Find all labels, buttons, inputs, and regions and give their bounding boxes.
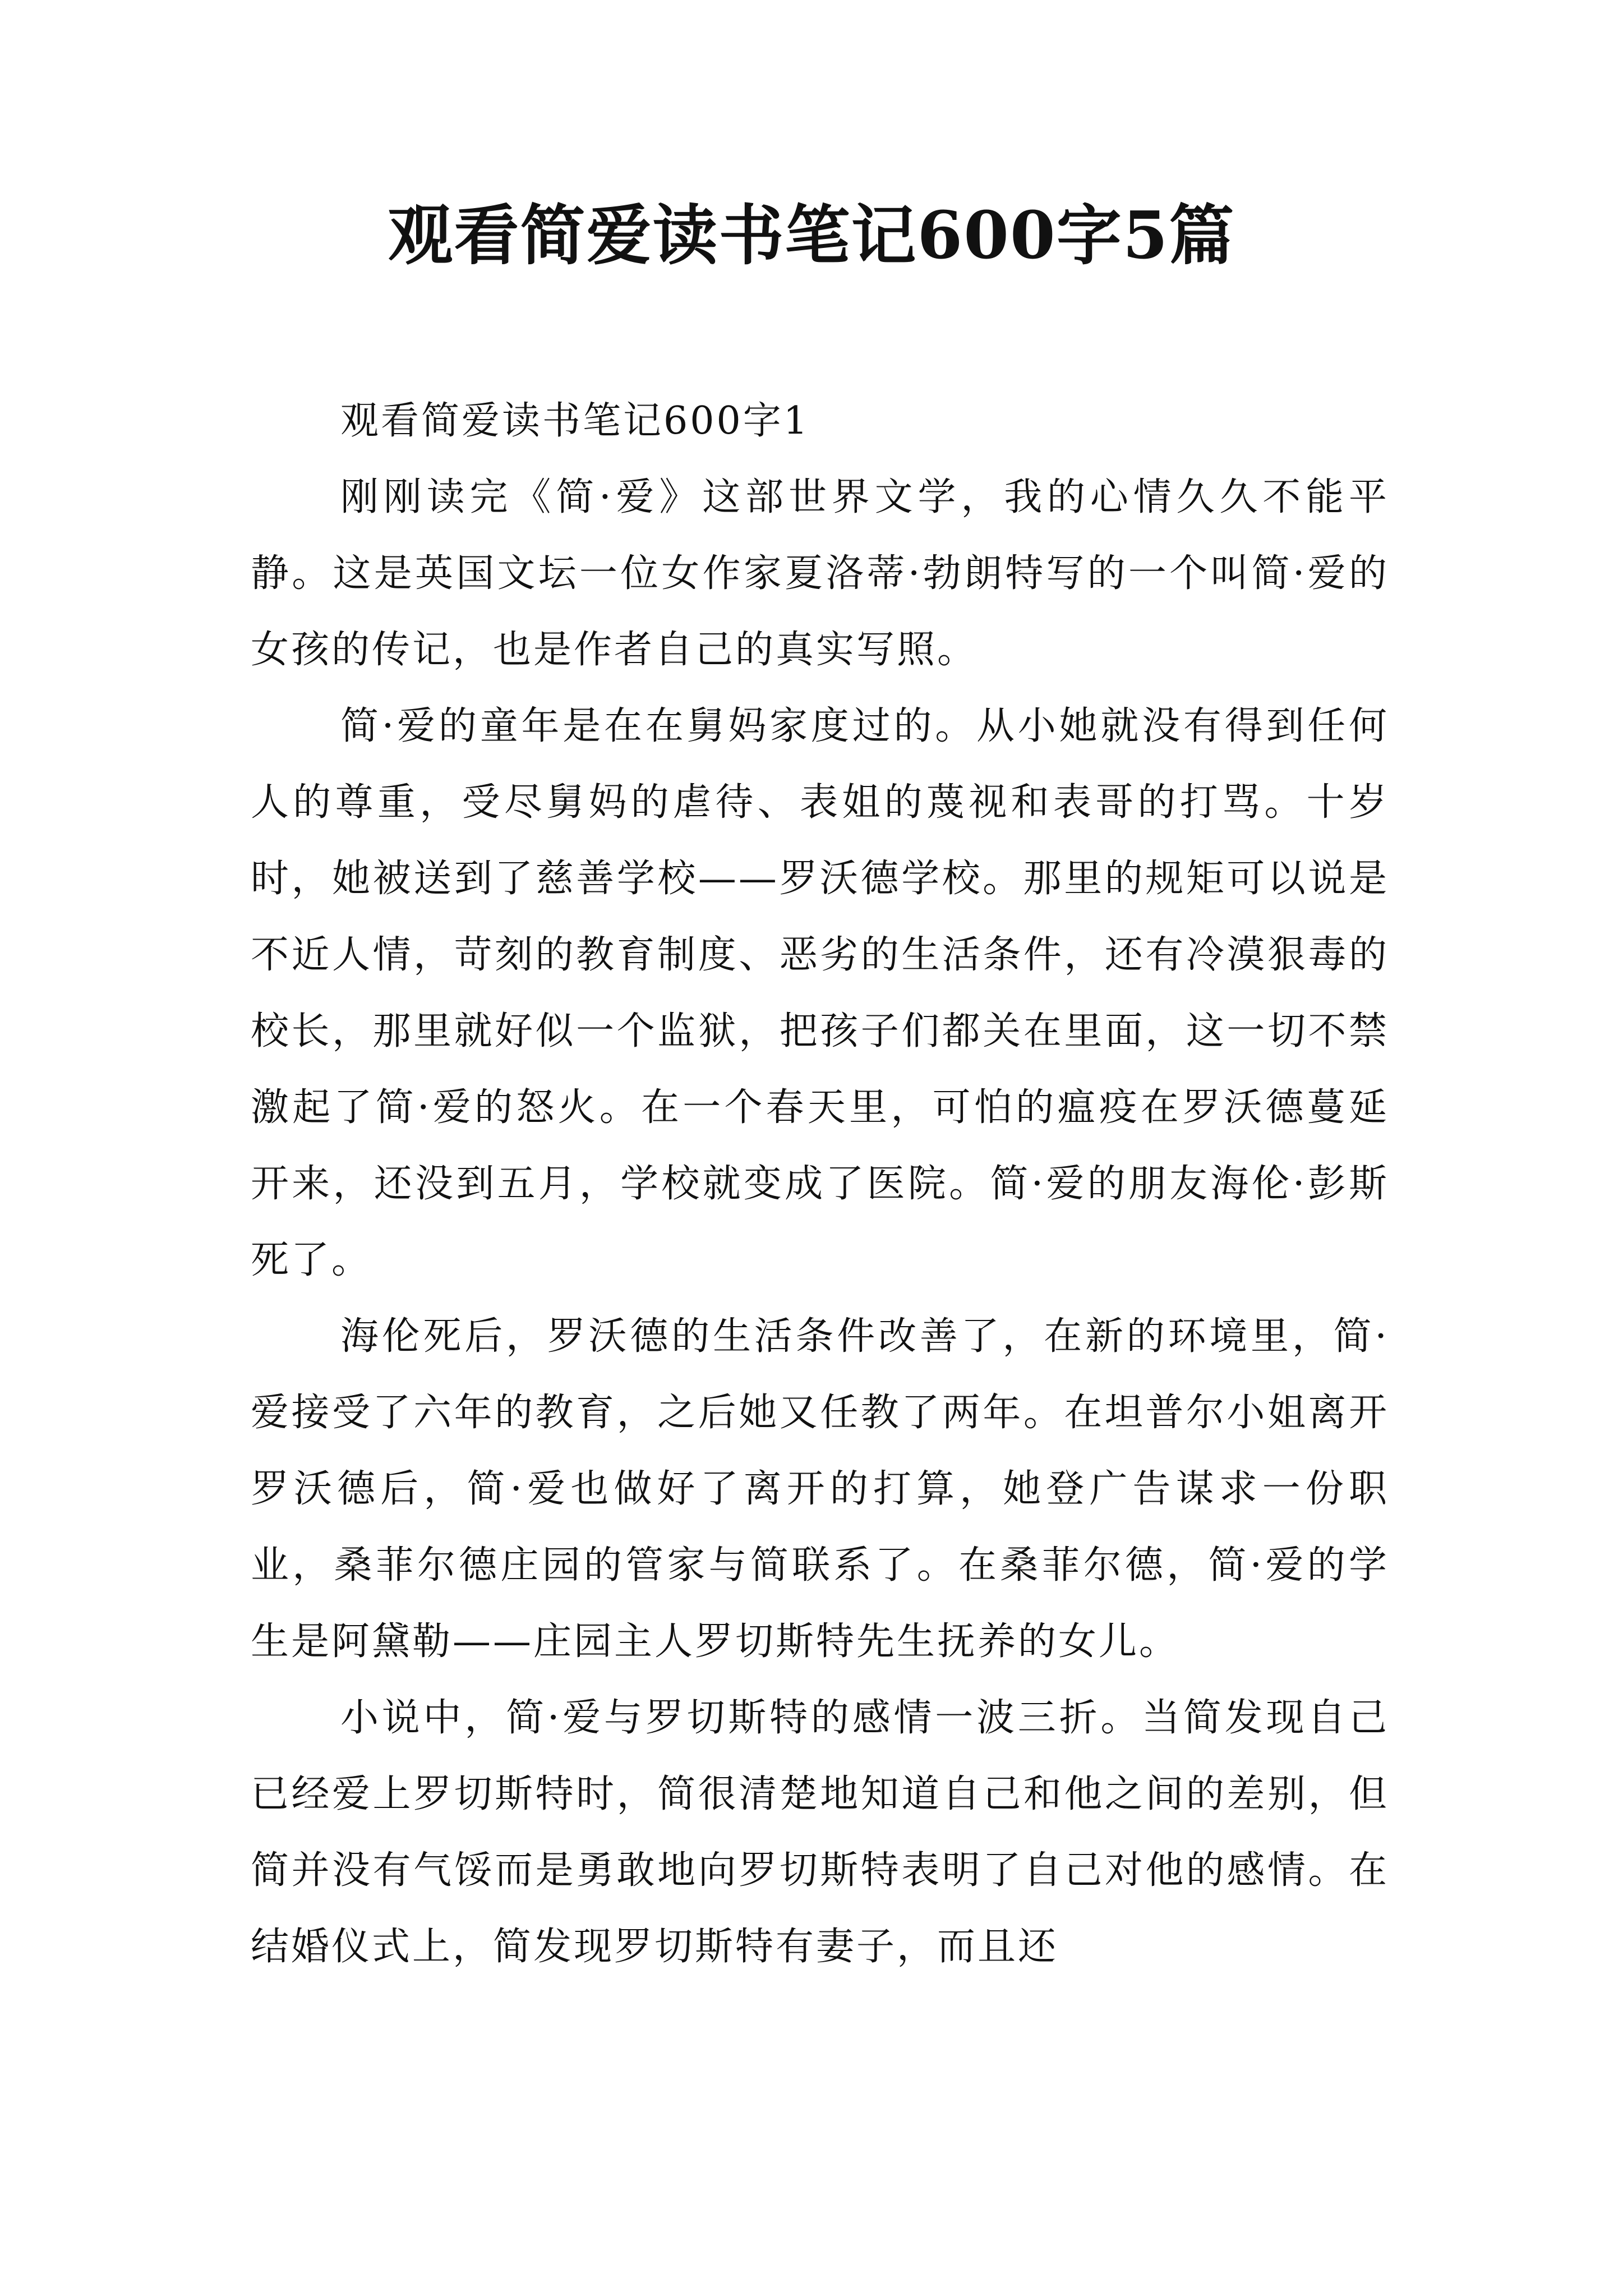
section-heading: 观看简爱读书笔记600字1 [340, 399, 810, 443]
paragraph: 刚刚读完《简·爱》这部世界文学，我的心情久久不能平静。这是英国文坛一位女作家夏洛蒂·勃朗特写的一个叫简·爱的女孩的传记，也是作者自己的真实写照。 [251, 475, 1389, 672]
document-body [251, 383, 1389, 1985]
paragraph: 简·爱的童年是在在舅妈家度过的。从小她就没有得到任何人的尊重，受尽舅妈的虐待、表姐的蔑视和表哥的打骂。十岁时，她被送到了慈善学校——罗沃德学校。那里的规矩可以说是不近人情，苛刻的教育制度、恶劣的生活条件，还有冷漠狠毒的校长，那里就好似一个监狱，把孩子们都关在里面，这一切不禁激起了简·爱的怒火。在一个春天里，可怕的瘟疫在罗沃德蔓延开来，还没到五月，学校就变成了医院。简·爱的朋友海伦·彭斯死了。 [251, 704, 1389, 1282]
paragraph: 海伦死后，罗沃德的生活条件改善了，在新的环境里，简·爱接受了六年的教育，之后她又任教了两年。在坦普尔小姐离开罗沃德后，简·爱也做好了离开的打算，她登广告谋求一份职业，桑菲尔德庄园的管家与简联系了。在桑菲尔德，简·爱的学生是阿黛勒——庄园主人罗切斯特先生抚养的女儿。 [251, 1314, 1389, 1664]
paragraph: 小说中，简·爱与罗切斯特的感情一波三折。当简发现自己已经爱上罗切斯特时，简很清楚地知道自己和他之间的差别，但简并没有气馁而是勇敢地向罗切斯特表明了自己对他的感情。在结婚仪式上，简发现罗切斯特有妻子，而且还 [251, 1696, 1389, 1969]
document-title: 观看简爱读书笔记600字5篇 [388, 197, 1235, 274]
